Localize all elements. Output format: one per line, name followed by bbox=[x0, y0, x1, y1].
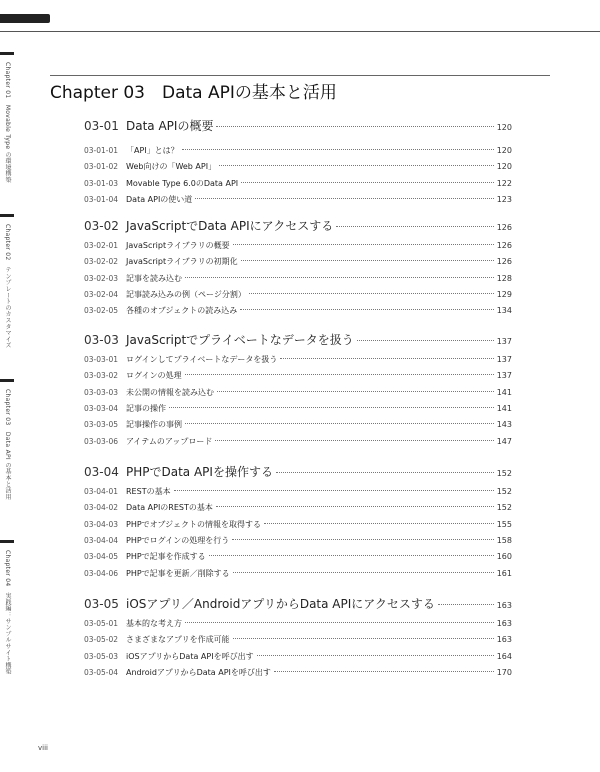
toc-entry[interactable] bbox=[84, 305, 512, 316]
toc-entry-title: Data APIの使い道 bbox=[126, 195, 193, 204]
side-tab-bar bbox=[0, 214, 14, 217]
toc-section-number: 03-03 bbox=[84, 333, 119, 347]
toc-entry-title: iOSアプリからData APIを呼び出す bbox=[126, 652, 254, 661]
toc-entry-page: 141 bbox=[496, 404, 512, 413]
toc-section[interactable] bbox=[84, 117, 512, 134]
toc-entry-page: 137 bbox=[496, 355, 512, 364]
toc-entry[interactable] bbox=[84, 486, 512, 497]
toc-section[interactable] bbox=[84, 217, 512, 234]
toc-entry-title: JavaScriptライブラリの初期化 bbox=[126, 257, 238, 266]
toc-entry-number: 03-05-03 bbox=[84, 652, 119, 661]
toc-entry[interactable] bbox=[84, 289, 512, 300]
toc-section-page: 120 bbox=[496, 123, 512, 132]
toc-entry-title: 各種のオブジェクトの読み込み bbox=[126, 306, 238, 315]
toc-entry[interactable] bbox=[84, 240, 512, 251]
chapter-title: Chapter 03 Data APIの基本と活用 bbox=[50, 83, 337, 103]
header-rule bbox=[0, 31, 600, 32]
toc-entry-page: 122 bbox=[496, 179, 512, 188]
leader-dots bbox=[174, 490, 494, 491]
side-tab-label: Chapter 02 テンプレートのカスタマイズ bbox=[4, 224, 11, 349]
toc-entry[interactable] bbox=[84, 178, 512, 189]
toc-entry-page: 163 bbox=[496, 635, 512, 644]
toc-entry[interactable] bbox=[84, 419, 512, 430]
side-tab-bar bbox=[0, 540, 14, 543]
toc-entry[interactable] bbox=[84, 519, 512, 530]
toc-section-title: PHPでData APIを操作する bbox=[126, 465, 273, 479]
leader-dots bbox=[185, 277, 494, 278]
side-tab-label: Chapter 03 Data API の基本と活用 bbox=[4, 389, 11, 500]
leader-dots bbox=[232, 539, 493, 540]
leader-dots bbox=[264, 523, 494, 524]
toc-entry-number: 03-03-06 bbox=[84, 437, 119, 446]
toc-entry[interactable] bbox=[84, 667, 512, 678]
toc-entry-number: 03-02-01 bbox=[84, 241, 119, 250]
toc-entry-number: 03-01-04 bbox=[84, 195, 119, 204]
toc-entry-number: 03-03-01 bbox=[84, 355, 119, 364]
toc-entry-page: 128 bbox=[496, 274, 512, 283]
leader-dots bbox=[357, 340, 494, 341]
leader-dots bbox=[233, 244, 494, 245]
toc-entry-page: 164 bbox=[496, 652, 512, 661]
toc-entry-number: 03-02-04 bbox=[84, 290, 119, 299]
leader-dots bbox=[257, 655, 494, 656]
toc-entry-page: 120 bbox=[496, 146, 512, 155]
toc-section-number: 03-05 bbox=[84, 597, 119, 611]
toc-entry[interactable] bbox=[84, 256, 512, 267]
toc-entry-number: 03-04-01 bbox=[84, 487, 119, 496]
toc-section-page: 152 bbox=[496, 469, 512, 478]
toc-section-number: 03-02 bbox=[84, 219, 119, 233]
toc-entry-title: PHPでログインの処理を行う bbox=[126, 536, 230, 545]
toc-section[interactable] bbox=[84, 463, 512, 480]
toc-entry[interactable] bbox=[84, 651, 512, 662]
leader-dots bbox=[169, 407, 494, 408]
leader-dots bbox=[240, 309, 493, 310]
toc-entry-page: 170 bbox=[496, 668, 512, 677]
toc-entry-title: PHPでオブジェクトの情報を取得する bbox=[126, 520, 261, 529]
leader-dots bbox=[216, 506, 494, 507]
toc-section-page: 126 bbox=[496, 223, 512, 232]
toc-entry[interactable] bbox=[84, 194, 512, 205]
toc-entry-title: ログインの処理 bbox=[126, 371, 182, 380]
leader-dots bbox=[185, 622, 494, 623]
toc-entry-number: 03-04-03 bbox=[84, 520, 119, 529]
header-tab-mark bbox=[0, 14, 50, 23]
toc-entry[interactable] bbox=[84, 618, 512, 629]
toc-section-number: 03-01 bbox=[84, 119, 119, 133]
toc-entry[interactable] bbox=[84, 145, 512, 156]
page-number: viii bbox=[38, 744, 48, 752]
toc-entry-number: 03-04-06 bbox=[84, 569, 119, 578]
toc-section-page: 163 bbox=[496, 601, 512, 610]
toc-entry-page: 123 bbox=[496, 195, 512, 204]
toc-entry[interactable] bbox=[84, 387, 512, 398]
toc-section-title: Data APIの概要 bbox=[126, 119, 214, 133]
toc-entry-number: 03-04-04 bbox=[84, 536, 119, 545]
toc-entry-number: 03-01-03 bbox=[84, 179, 119, 188]
chapter-rule bbox=[50, 75, 550, 76]
leader-dots bbox=[215, 440, 493, 441]
toc-entry-page: 134 bbox=[496, 306, 512, 315]
leader-dots bbox=[182, 149, 494, 150]
toc-entry-number: 03-02-03 bbox=[84, 274, 119, 283]
toc-entry-page: 147 bbox=[496, 437, 512, 446]
toc-entry[interactable] bbox=[84, 161, 512, 172]
toc-entry-page: 137 bbox=[496, 371, 512, 380]
toc-entry-page: 126 bbox=[496, 241, 512, 250]
toc-entry-number: 03-01-02 bbox=[84, 162, 119, 171]
toc-entry-number: 03-02-02 bbox=[84, 257, 119, 266]
toc-entry-page: 143 bbox=[496, 420, 512, 429]
toc-entry-title: Data APIのRESTの基本 bbox=[126, 503, 213, 512]
toc-entry[interactable] bbox=[84, 403, 512, 414]
toc-entry-title: 記事を読み込む bbox=[126, 274, 182, 283]
leader-dots bbox=[195, 198, 493, 199]
toc-section-title: JavaScriptでData APIにアクセスする bbox=[126, 219, 334, 233]
toc-entry-title: PHPで記事を作成する bbox=[126, 552, 206, 561]
toc-entry-title: RESTの基本 bbox=[126, 487, 171, 496]
side-tab-bar bbox=[0, 379, 14, 382]
toc-section[interactable] bbox=[84, 331, 512, 348]
leader-dots bbox=[336, 226, 493, 227]
toc-entry-title: 未公開の情報を読み込む bbox=[126, 388, 214, 397]
toc-entry-number: 03-04-02 bbox=[84, 503, 119, 512]
toc-entry-title: ログインしてプライベートなデータを扱う bbox=[126, 355, 278, 364]
toc-entry-page: 129 bbox=[496, 290, 512, 299]
toc-entry-page: 163 bbox=[496, 619, 512, 628]
leader-dots bbox=[233, 572, 494, 573]
toc-entry[interactable] bbox=[84, 535, 512, 546]
leader-dots bbox=[185, 423, 494, 424]
toc-entry-number: 03-03-05 bbox=[84, 420, 119, 429]
leader-dots bbox=[217, 391, 494, 392]
toc-entry-page: 152 bbox=[496, 487, 512, 496]
toc-entry-title: PHPで記事を更新／削除する bbox=[126, 569, 230, 578]
toc-section-page: 137 bbox=[496, 337, 512, 346]
toc-entry-page: 161 bbox=[496, 569, 512, 578]
toc-section-title: iOSアプリ／AndroidアプリからData APIにアクセスする bbox=[126, 597, 435, 611]
toc-entry-number: 03-04-05 bbox=[84, 552, 119, 561]
leader-dots bbox=[233, 638, 494, 639]
toc-entry-title: 基本的な考え方 bbox=[126, 619, 182, 628]
toc-entry[interactable] bbox=[84, 273, 512, 284]
toc-entry[interactable] bbox=[84, 370, 512, 381]
toc-entry-title: Web向けの「Web API」 bbox=[126, 162, 217, 171]
leader-dots bbox=[249, 293, 494, 294]
toc-entry-title: アイテムのアップロード bbox=[126, 437, 213, 446]
toc-entry-page: 141 bbox=[496, 388, 512, 397]
toc-entry[interactable] bbox=[84, 568, 512, 579]
toc-entry-title: 記事操作の事例 bbox=[126, 420, 182, 429]
toc-entry-number: 03-05-04 bbox=[84, 668, 119, 677]
toc-entry-page: 126 bbox=[496, 257, 512, 266]
leader-dots bbox=[241, 260, 494, 261]
leader-dots bbox=[280, 358, 493, 359]
leader-dots bbox=[276, 472, 494, 473]
toc-entry-title: AndroidアプリからData APIを呼び出す bbox=[126, 668, 271, 677]
toc-entry-number: 03-03-02 bbox=[84, 371, 119, 380]
leader-dots bbox=[209, 555, 494, 556]
toc-entry-number: 03-01-01 bbox=[84, 146, 119, 155]
toc-entry-number: 03-02-05 bbox=[84, 306, 119, 315]
leader-dots bbox=[241, 182, 494, 183]
toc-entry[interactable] bbox=[84, 436, 512, 447]
toc-section-title: JavaScriptでプライベートなデータを扱う bbox=[126, 333, 354, 347]
toc-entry-title: Movable Type 6.0のData API bbox=[126, 179, 239, 188]
toc-entry-page: 160 bbox=[496, 552, 512, 561]
side-tab-label: Chapter 04 実践編：サンプルサイト構築 bbox=[4, 550, 11, 675]
toc-entry[interactable] bbox=[84, 634, 512, 645]
toc-entry-number: 03-05-02 bbox=[84, 635, 119, 644]
toc-entry[interactable] bbox=[84, 354, 512, 365]
toc-entry-title: JavaScriptライブラリの概要 bbox=[126, 241, 230, 250]
leader-dots bbox=[219, 165, 494, 166]
side-tab-bar bbox=[0, 52, 14, 55]
leader-dots bbox=[438, 604, 494, 605]
toc-entry-page: 158 bbox=[496, 536, 512, 545]
side-tab-label: Chapter 01 Movable Type の環境構築 bbox=[4, 62, 11, 184]
toc-entry[interactable] bbox=[84, 502, 512, 513]
toc-entry-number: 03-05-01 bbox=[84, 619, 119, 628]
toc-entry[interactable] bbox=[84, 551, 512, 562]
leader-dots bbox=[185, 374, 494, 375]
toc-entry-title: 記事の操作 bbox=[126, 404, 166, 413]
toc-section[interactable] bbox=[84, 595, 512, 612]
toc-entry-page: 155 bbox=[496, 520, 512, 529]
toc-entry-page: 152 bbox=[496, 503, 512, 512]
leader-dots bbox=[216, 126, 493, 127]
toc-entry-number: 03-03-04 bbox=[84, 404, 119, 413]
toc-entry-title: 記事読み込みの例（ページ分割） bbox=[126, 290, 246, 299]
toc-entry-title: さまざまなアプリを作成可能 bbox=[126, 635, 230, 644]
leader-dots bbox=[274, 671, 494, 672]
toc-entry-title: 「API」とは？ bbox=[126, 146, 179, 155]
toc-section-number: 03-04 bbox=[84, 465, 119, 479]
toc-entry-number: 03-03-03 bbox=[84, 388, 119, 397]
toc-entry-page: 120 bbox=[496, 162, 512, 171]
